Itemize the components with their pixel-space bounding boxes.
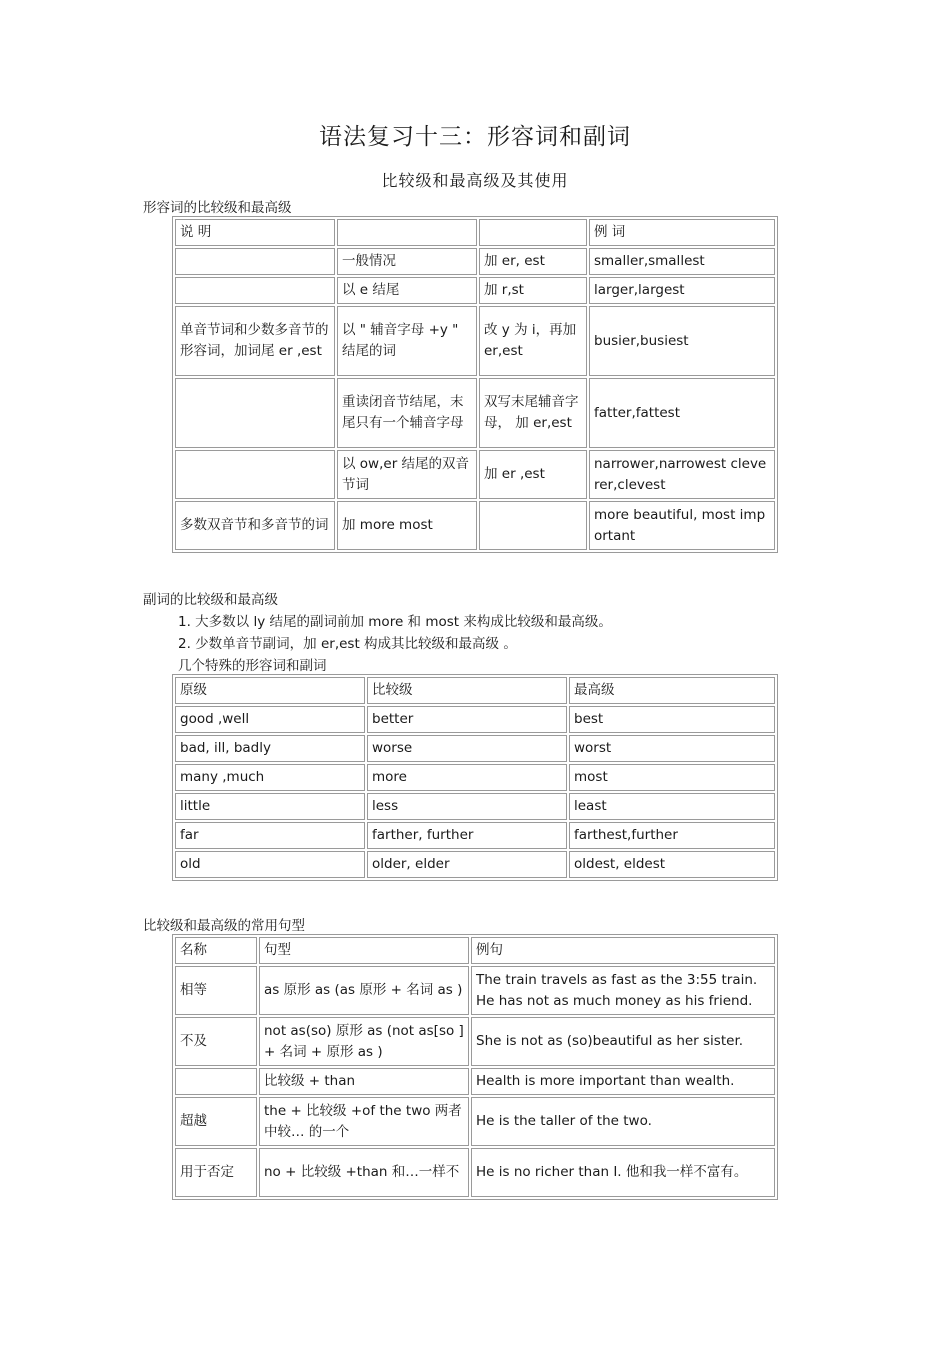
adverb-rule-item: 1. 大多数以 ly 结尾的副词前加 more 和 most 来构成比较级和最高级。 — [178, 614, 612, 630]
table-row — [175, 706, 775, 733]
table-cell: 双写末尾辅音字母， 加 er,est — [479, 378, 587, 448]
table-cell: more — [367, 764, 567, 791]
table-cell: oldest, eldest — [569, 851, 775, 878]
header-cell: 说 明 — [175, 219, 335, 246]
adverb-heading: 副词的比较级和最高级 — [143, 592, 278, 608]
table-cell: larger,largest — [589, 277, 775, 304]
header-cell: 例 词 — [589, 219, 775, 246]
table-cell: 多数双音节和多音节的词 — [175, 501, 335, 550]
table-row — [175, 450, 775, 499]
table-cell: 单音节词和少数多音节的形容词，加词尾 er ,est — [175, 306, 335, 376]
table-cell: most — [569, 764, 775, 791]
table-cell: 超越 — [175, 1097, 257, 1146]
table-cell: as 原形 as (as 原形 + 名词 as ) — [259, 966, 469, 1015]
table-cell: 加 more most — [337, 501, 477, 550]
table-row — [175, 378, 775, 448]
table-row — [175, 277, 775, 304]
table-row — [175, 501, 775, 550]
header-cell: 原级 — [175, 677, 365, 704]
table-cell: less — [367, 793, 567, 820]
table-cell: 加 er, est — [479, 248, 587, 275]
irregular-heading: 几个特殊的形容词和副词 — [178, 658, 327, 674]
table-cell: better — [367, 706, 567, 733]
table-cell: She is not as (so)beautiful as her sister. — [471, 1017, 775, 1066]
table-cell: The train travels as fast as the 3:55 train. He has not as much money as his friend. — [471, 966, 775, 1015]
header-cell: 例句 — [471, 937, 775, 964]
table-cell: He is no richer than I. 他和我一样不富有。 — [471, 1148, 775, 1197]
header-cell: 最高级 — [569, 677, 775, 704]
page-subtitle: 比较级和最高级及其使用 — [381, 171, 569, 190]
table-cell: 相等 — [175, 966, 257, 1015]
table-cell: farthest,further — [569, 822, 775, 849]
table-header-row — [175, 219, 775, 246]
table-cell: 改 y 为 i，再加 er,est — [479, 306, 587, 376]
table-cell — [175, 1068, 257, 1095]
table-cell: smaller,smallest — [589, 248, 775, 275]
table-row — [175, 1017, 775, 1066]
adjective-heading: 形容词的比较级和最高级 — [143, 200, 292, 216]
table-cell: 重读闭音节结尾，末尾只有一个辅音字母 — [337, 378, 477, 448]
table-cell — [175, 248, 335, 275]
table-cell: busier,busiest — [589, 306, 775, 376]
table-cell: older, elder — [367, 851, 567, 878]
table-cell — [479, 501, 587, 550]
table-cell: 比较级 + than — [259, 1068, 469, 1095]
table-cell — [175, 450, 335, 499]
table-cell: good ,well — [175, 706, 365, 733]
adverb-rule-item: 2. 少数单音节副词，加 er,est 构成其比较级和最高级 。 — [178, 636, 517, 652]
table-cell — [175, 378, 335, 448]
table-cell: narrower,narrowest cleverer,clevest — [589, 450, 775, 499]
header-cell: 比较级 — [367, 677, 567, 704]
table-cell: farther, further — [367, 822, 567, 849]
table-header-row — [175, 937, 775, 964]
table-row — [175, 764, 775, 791]
table-header-row — [175, 677, 775, 704]
header-cell: 句型 — [259, 937, 469, 964]
table-cell: 以 e 结尾 — [337, 277, 477, 304]
table-cell: not as(so) 原形 as (not as[so ]+ 名词 + 原形 as ) — [259, 1017, 469, 1066]
table-cell: little — [175, 793, 365, 820]
table-cell: 用于否定 — [175, 1148, 257, 1197]
table-cell: 不及 — [175, 1017, 257, 1066]
table-row — [175, 1097, 775, 1146]
table-cell: worse — [367, 735, 567, 762]
header-cell — [479, 219, 587, 246]
table-cell: 一般情况 — [337, 248, 477, 275]
table-cell: best — [569, 706, 775, 733]
table-cell: no + 比较级 +than 和…一样不 — [259, 1148, 469, 1197]
patterns-heading: 比较级和最高级的常用句型 — [143, 918, 305, 934]
table-cell: Health is more important than wealth. — [471, 1068, 775, 1095]
table-cell: 以 ow,er 结尾的双音节词 — [337, 450, 477, 499]
irregular-table — [172, 674, 778, 881]
table-row — [175, 793, 775, 820]
table-row — [175, 851, 775, 878]
table-cell: 加 er ,est — [479, 450, 587, 499]
header-cell: 名称 — [175, 937, 257, 964]
table-row — [175, 966, 775, 1015]
patterns-table — [172, 934, 778, 1200]
table-row — [175, 735, 775, 762]
table-row — [175, 1068, 775, 1095]
table-row — [175, 248, 775, 275]
table-row — [175, 1148, 775, 1197]
table-cell: the + 比较级 +of the two 两者中较… 的一个 — [259, 1097, 469, 1146]
table-cell: old — [175, 851, 365, 878]
table-cell: far — [175, 822, 365, 849]
page-title: 语法复习十三：形容词和副词 — [319, 124, 631, 150]
header-cell — [337, 219, 477, 246]
table-cell: worst — [569, 735, 775, 762]
table-cell: more beautiful, most important — [589, 501, 775, 550]
table-row — [175, 306, 775, 376]
adjective-table — [172, 216, 778, 553]
table-cell: many ,much — [175, 764, 365, 791]
table-cell: 以 " 辅音字母 +y " 结尾的词 — [337, 306, 477, 376]
table-cell: He is the taller of the two. — [471, 1097, 775, 1146]
table-cell — [175, 277, 335, 304]
table-cell: bad, ill, badly — [175, 735, 365, 762]
table-cell: fatter,fattest — [589, 378, 775, 448]
table-cell: least — [569, 793, 775, 820]
table-row — [175, 822, 775, 849]
table-cell: 加 r,st — [479, 277, 587, 304]
